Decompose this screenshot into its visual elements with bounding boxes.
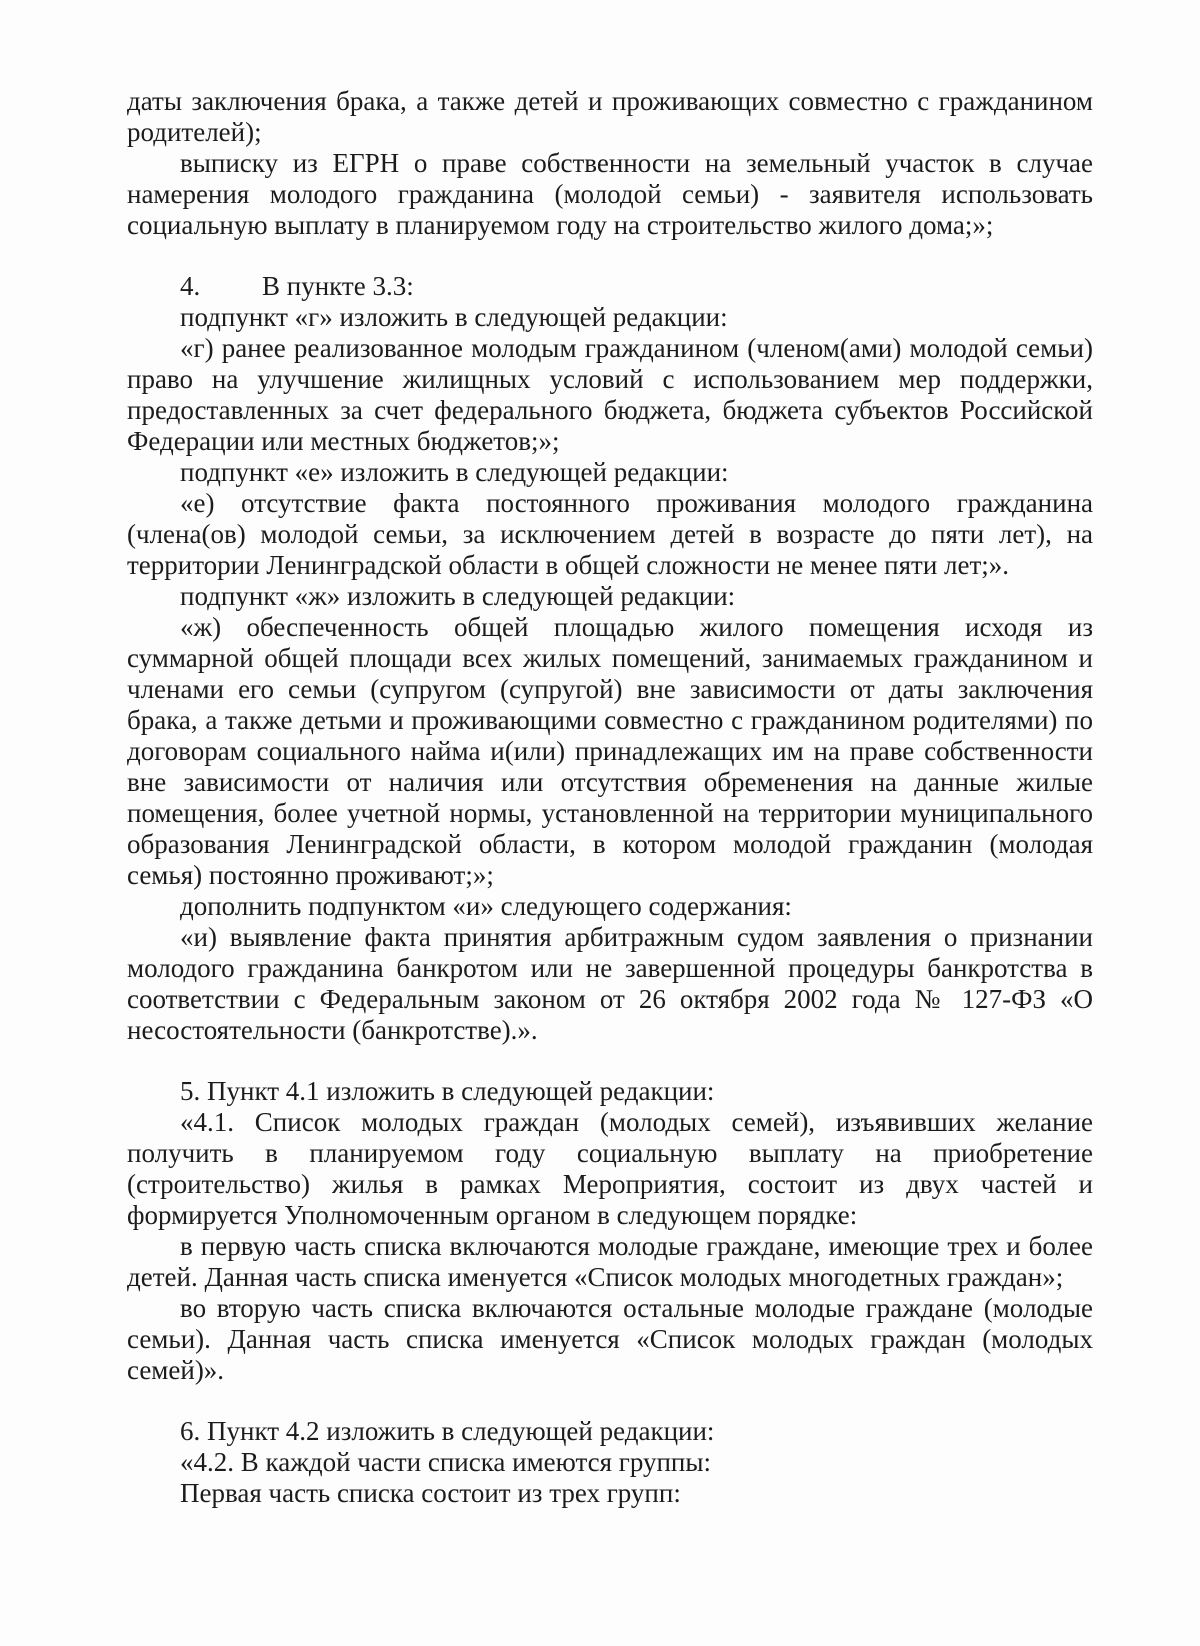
item-heading [127, 271, 1093, 302]
paragraph: «и) выявление факта принятия арбитражным судом заявления о признании молодого гражданина банкротом или не завершенной процедуры банкротства в соответствии с Федеральным законом от 26 октября 2002 года № 127-ФЗ «О несостоятельности (банкротстве).». [127, 922, 1093, 1045]
paragraph: в первую часть списка включаются молодые граждане, имеющие трех и более детей. Данная часть списка именуется «Список молодых многодетных граждан»; [127, 1231, 1093, 1292]
paragraph: во вторую часть списка включаются остальные молодые граждане (молодые семьи). Данная часть списка именуется «Список молодых граждан (молодых семей)». [127, 1293, 1093, 1385]
item-heading: 5. Пункт 4.1 изложить в следующей редакции: [180, 1076, 715, 1106]
paragraph: подпункт «г» изложить в следующей редакции: [180, 302, 728, 332]
document-body [127, 86, 1093, 1509]
paragraph: даты заключения брака, а также детей и проживающих совместно с гражданином родителей); [127, 86, 1093, 147]
paragraph: дополнить подпунктом «и» следующего содержания: [180, 891, 792, 921]
paragraph: подпункт «ж» изложить в следующей редакции: [180, 581, 736, 611]
paragraph: «4.2. В каждой части списка имеются группы: [180, 1447, 712, 1477]
paragraph: «е) отсутствие факта постоянного проживания молодого гражданина (члена(ов) молодой семьи, за исключением детей в возрасте до пяти лет), на территории Ленинградской области в общей сложности не менее пяти лет;». [127, 488, 1093, 580]
paragraph: «4.1. Список молодых граждан (молодых семей), изъявивших желание получить в планируемом году социальную выплату на приобретение (строительство) жилья в рамках Мероприятия, состоит из двух частей и формируется Уполномоченным органом в следующем порядке: [127, 1107, 1093, 1230]
item-number: 4. [180, 271, 201, 301]
paragraph: выписку из ЕГРН о праве собственности на земельный участок в случае намерения молодого гражданина (молодой семьи) - заявителя использовать социальную выплату в планируемом году на строительство жилого дома;»; [127, 148, 1093, 240]
item-heading-text: В пункте 3.3: [262, 271, 414, 301]
paragraph: «г) ранее реализованное молодым гражданином (членом(ами) молодой семьи) право на улучшение жилищных условий с использованием мер поддержки, предоставленных за счет федерального бюджета, бюджета субъектов Российской Федерации или местных бюджетов;»; [127, 333, 1093, 456]
paragraph: подпункт «е» изложить в следующей редакции: [180, 457, 729, 487]
paragraph: «ж) обеспеченность общей площадью жилого помещения исходя из суммарной общей площади всех жилых помещений, занимаемых гражданином и членами его семьи (супругом (супругой) вне зависимости от даты заключения брака, а также детьми и проживающими совместно с гражданином родителями) по договорам социального найма и(или) принадлежащих им на праве собственности вне зависимости от наличия или отсутствия обременения на данные жилые помещения, более учетной нормы, установленной на территории муниципального образования Ленинградской области, в котором молодой гражданин (молодая семья) постоянно проживают;»; [127, 612, 1093, 890]
paragraph: Первая часть списка состоит из трех групп: [180, 1478, 681, 1508]
item-heading: 6. Пункт 4.2 изложить в следующей редакции: [180, 1416, 715, 1446]
